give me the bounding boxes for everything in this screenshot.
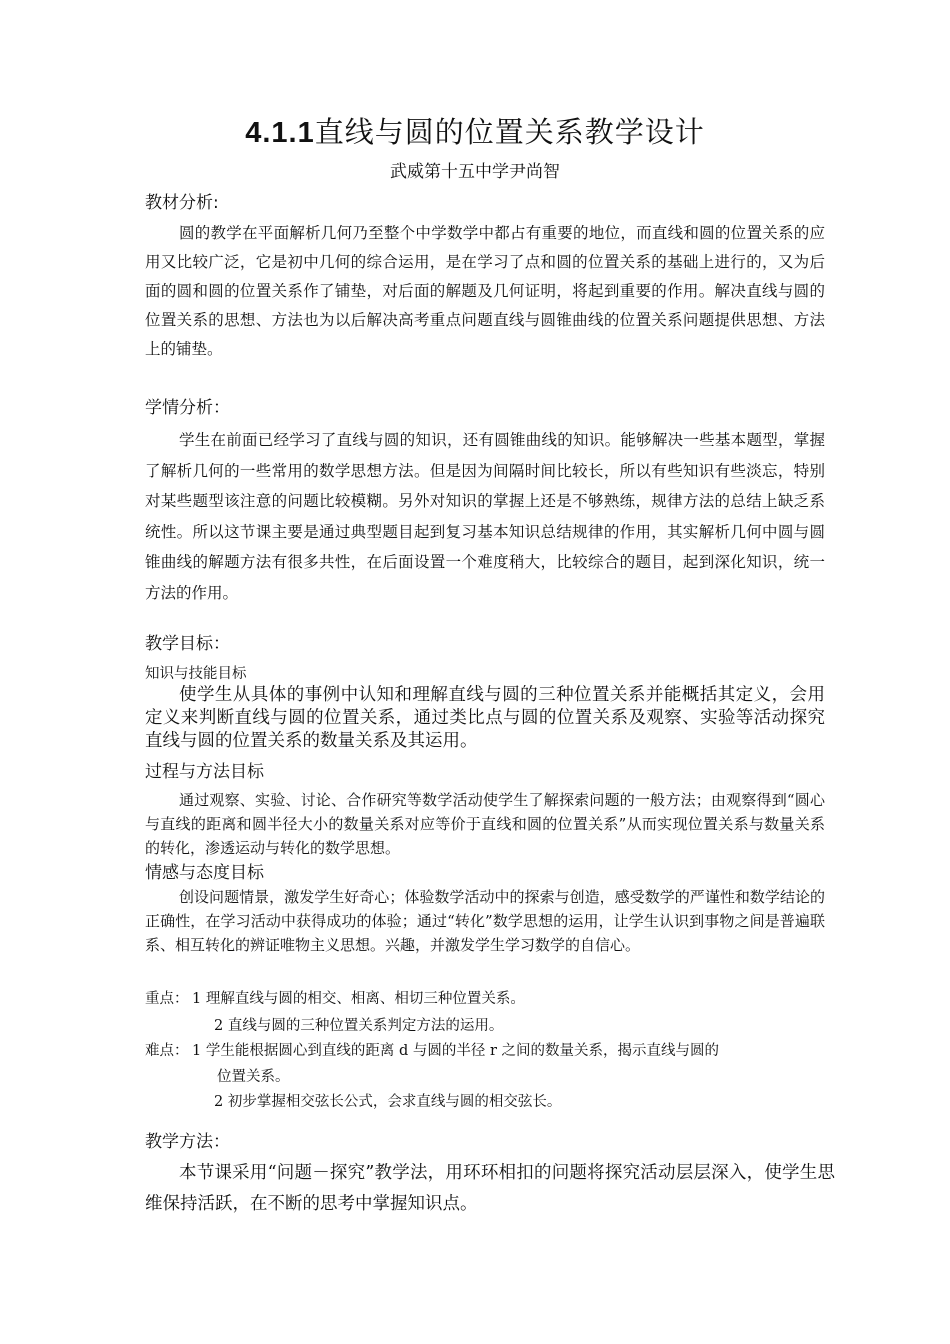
paragraph-student-analysis: 学生在前面已经学习了直线与圆的知识，还有圆锥曲线的知识。能够解决一些基本题型，掌握了解析几何的一些常用的数学思想方法。但是因为间隔时间比较长，所以有些知识有些淡忘，特别对某些题型该注意的问题比较模糊。另外对知识的掌握上还是不够熟练，规律方法的总结上缺乏系统性。所以这节课主要是通过典型题目起到复习基本知识总结规律的作用，其实解析几何中圆与圆锥曲线的解题方法有很多共性，在后面设置一个难度稍大，比较综合的题目，起到深化知识，统一方法的作用。 <box>145 431 825 602</box>
difficulties-label: 难点： <box>145 1043 189 1059</box>
heading-teaching-method: 教学方法： <box>145 1132 230 1152</box>
title-text: 直线与圆的位置关系教学设计 <box>314 115 705 149</box>
difficulty-1-line-2: 位置关系。 <box>217 1069 290 1085</box>
subheading-process-goal: 过程与方法目标 <box>145 762 264 782</box>
difficulty-1-line-1: 1 学生能根据圆心到直线的距离 d 与圆的半径 r 之间的数量关系，揭示直线与圆的 <box>192 1043 719 1059</box>
title-number: 4.1.1 <box>245 117 315 149</box>
key-point-2: 2 直线与圆的三种位置关系判定方法的运用。 <box>214 1018 504 1034</box>
paragraph-process-goal: 通过观察、实验、讨论、合作研究等数学活动使学生了解探索问题的一般方法；由观察得到“圆心与直线的距离和圆半径大小的数量关系对应等价于直线和圆的位置关系”从而实现位置关系与数量关系的转化，渗透运动与转化的数学思想。 <box>145 791 825 857</box>
subheading-emotion-goal: 情感与态度目标 <box>145 863 264 883</box>
paragraph-knowledge-goal: 使学生从具体的事例中认知和理解直线与圆的三种位置关系并能概括其定义，会用定义来判断直线与圆的位置关系，通过类比点与圆的位置关系及观察、实验等活动探究直线与圆的位置关系的数量关系及其运用。 <box>145 685 825 751</box>
heading-material-analysis: 教材分析: <box>145 193 219 213</box>
difficulty-2: 2 初步掌握相交弦长公式，会求直线与圆的相交弦长。 <box>214 1094 562 1110</box>
heading-student-analysis: 学情分析： <box>145 398 230 418</box>
document-title <box>0 114 950 151</box>
author-line: 武威第十五中学尹尚智 <box>390 162 560 182</box>
heading-teaching-goals: 教学目标： <box>145 634 230 654</box>
paragraph-emotion-goal: 创设问题情景，激发学生好奇心；体验数学活动中的探索与创造，感受数学的严谨性和数学结论的正确性，在学习活动中获得成功的体验；通过“转化”数学思想的运用，让学生认识到事物之间是普遍联系、相互转化的辨证唯物主义思想。兴趣，并激发学生学习数学的自信心。 <box>145 888 825 954</box>
paragraph-material-analysis: 圆的教学在平面解析几何乃至整个中学数学中都占有重要的地位，而直线和圆的位置关系的应用又比较广泛，它是初中几何的综合运用，是在学习了点和圆的位置关系的基础上进行的，又为后面的圆和圆的位置关系作了铺垫，对后面的解题及几何证明，将起到重要的作用。解决直线与圆的位置关系的思想、方法也为以后解决高考重点问题直线与圆锥曲线的位置关系问题提供思想、方法上的铺垫。 <box>145 224 825 358</box>
subheading-knowledge-goal: 知识与技能目标 <box>145 666 247 682</box>
key-points-label: 重点： <box>145 991 189 1007</box>
paragraph-teaching-method: 本节课采用“问题－探究”教学法，用环环相扣的问题将探究活动层层深入，使学生思维保持活跃，在不断的思考中掌握知识点。 <box>145 1163 835 1214</box>
key-point-1: 1 理解直线与圆的相交、相离、相切三种位置关系。 <box>192 991 525 1007</box>
